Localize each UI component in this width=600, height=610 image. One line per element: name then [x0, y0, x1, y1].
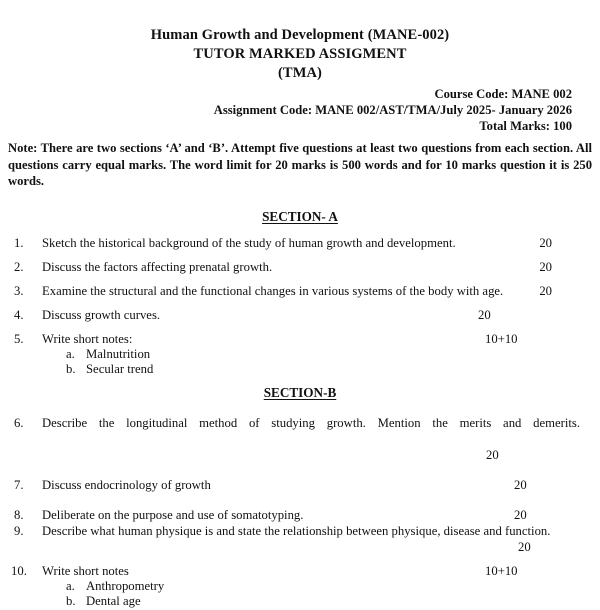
assignment-code: Assignment Code: MANE 002/AST/TMA/July 2025- January 2026 [213, 103, 572, 117]
question-subitem [42, 347, 578, 363]
question-number: 2. [14, 259, 24, 274]
instructions-note [8, 140, 592, 190]
question-number: 10. [11, 563, 27, 578]
question-marks: 10+10 [485, 563, 518, 578]
question-text: Write short notes: [42, 331, 133, 346]
question-text: Discuss growth curves. [42, 307, 161, 322]
question-text: Examine the structural and the functional changes in various systems of the body with age. [42, 283, 504, 298]
question-marks: 20 [518, 539, 531, 554]
question-text: Describe the longitudinal method of studying growth. Mention the merits and demerits. [42, 415, 580, 430]
question-subitem [42, 362, 578, 378]
question-item [0, 259, 600, 275]
document-title-abbrev: (TMA) [278, 65, 322, 81]
subitem-label: a. [66, 346, 75, 361]
question-text: Discuss the factors affecting prenatal growth. [42, 259, 273, 274]
total-marks: Total Marks: 100 [479, 119, 572, 133]
section-b-heading-text: SECTION-B [263, 384, 337, 400]
subitem-text: Malnutrition [86, 346, 151, 361]
subitem-label: b. [66, 594, 76, 608]
question-subitem-list [42, 579, 578, 610]
question-item [0, 415, 600, 463]
question-marks: 20 [539, 235, 552, 250]
course-code: Course Code: MANE 002 [434, 87, 572, 101]
question-marks: 10+10 [485, 331, 518, 346]
question-text: Sketch the historical background of the study of human growth and development. [42, 235, 456, 250]
subitem-text: Secular trend [86, 362, 154, 376]
instructions-note-text: Note: There are two sections ‘A’ and ‘B’. Attempt five questions at least two questions from each section. All questions carry equal marks. The word limit for 20 marks is 500 words and for 10 marks question it is 250 words. [8, 141, 592, 188]
question-item [0, 283, 600, 299]
question-item [0, 507, 600, 523]
question-text: Deliberate on the purpose and use of somatotyping. [42, 507, 304, 522]
document-title-main: Human Growth and Development (MANE-002) [150, 27, 450, 43]
question-text: Write short notes [42, 563, 129, 578]
question-text: Discuss endocrinology of growth [42, 477, 211, 492]
question-number: 7. [14, 477, 24, 492]
question-subitem-list [42, 347, 578, 378]
section-b-heading [0, 384, 600, 401]
question-item [0, 307, 600, 323]
question-number: 8. [14, 507, 24, 522]
question-item [0, 331, 600, 378]
question-number: 6. [14, 415, 24, 430]
question-marks: 20 [539, 283, 552, 298]
section-a-question-list [0, 235, 600, 378]
question-subitem [42, 579, 578, 595]
subitem-label: a. [66, 578, 75, 593]
section-b-question-list [0, 415, 600, 610]
subitem-label: b. [66, 362, 76, 376]
question-marks: 20 [514, 477, 527, 492]
question-marks: 20 [514, 507, 527, 522]
subitem-text: Dental age [86, 594, 141, 608]
document-meta [0, 86, 600, 134]
question-text: Describe what human physique is and state the relationship between physique, disease and function. [42, 523, 551, 538]
question-number: 4. [14, 307, 24, 322]
question-number: 9. [14, 523, 24, 538]
question-number: 3. [14, 283, 24, 298]
question-number: 1. [14, 235, 24, 250]
question-marks: 20 [478, 307, 491, 322]
question-item [0, 563, 600, 610]
question-marks: 20 [539, 259, 552, 274]
question-marks: 20 [486, 447, 499, 462]
subitem-text: Anthropometry [86, 578, 165, 593]
question-subitem [42, 594, 578, 610]
question-item [0, 477, 600, 493]
document-title-sub: TUTOR MARKED ASSIGMENT [193, 46, 407, 62]
question-number: 5. [14, 331, 24, 346]
section-a-heading-text: SECTION- A [262, 208, 338, 224]
question-item [0, 235, 600, 251]
section-a-heading [0, 208, 600, 225]
question-item [0, 523, 600, 555]
